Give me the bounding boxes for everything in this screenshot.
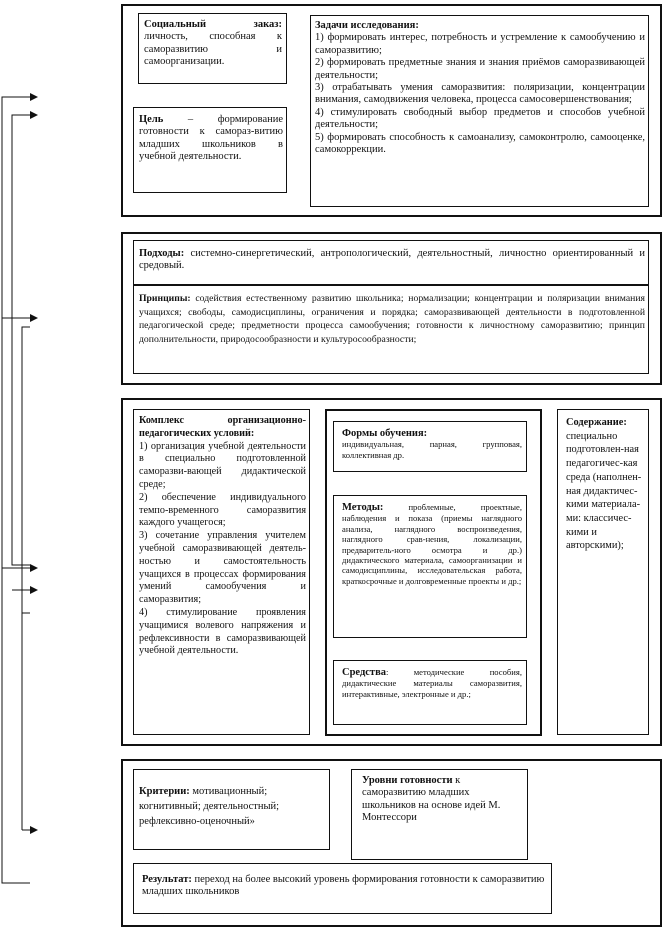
social-order-box [138,13,287,84]
forms-text: индивидуальная, парная, групповая, коллективная др. [342,439,522,460]
forms-title: Формы обучения: [342,428,428,439]
levels-box [351,769,528,860]
levels-text: к саморазвитию младших школьников на основе идей М. Монтессори [362,775,501,824]
task-item: 3) отрабатывать умения саморазвития: поляризации, концентрации внимания, самодвижения человека, процесса самосовершенствования; [315,82,645,106]
social-order-title: Социальный заказ: [144,19,282,30]
means-title: Средства [342,667,386,678]
condition-item: 3) сочетание управления учителем учебной саморазвивающей деятель-ностью и самостоятельность учащихся в процессах формирования умений самообучения и саморазвития; [139,530,306,606]
condition-item: 2) обеспечение индивидуального темпо-временного саморазвития каждого учащегося; [139,491,306,529]
goal-text: – формирование готовности к самораз-витию младших школьников в учебной деятельности. [139,114,283,163]
result-box [133,863,552,914]
conditions-box [133,409,310,735]
tasks-box [310,15,649,207]
task-item: 5) формировать способность к самоанализу, самоконтролю, самооценке, самокоррекции. [315,131,645,156]
content-text: специально подготовлен-ная педагогичес-кая среда (наполнен-ная дидактичес-кими материала-ми: классичес-кими и авторскими); [566,430,642,552]
approaches-text: системно-синергетический, антропологический, деятельностный, личностно ориентированный и средовый. [139,248,645,272]
result-title: Результат: [142,874,192,885]
approaches-title: Подходы: [139,248,185,259]
content-title: Содержание: [566,417,627,428]
conditions-title: Комплекс организационно-педагогических условий: [139,415,306,439]
social-order-text: личность, способная к саморазвитию и самоорганизации. [144,31,282,68]
means-box [333,660,527,725]
task-item: 2) формировать предметные знания и знания приёмов саморазвивающей деятельности; [315,57,645,81]
criteria-text: мотивационный; когнитивный; деятельностный; рефлексивно-оценочный» [139,786,280,827]
forms-box [333,421,527,472]
means-text: : методические пособия, дидактические материалы саморазвития, интерактивные, электронные и др.; [342,667,522,699]
result-text: переход на более высокий уровень формирования готовности к саморазвитию младших школьников [142,874,545,898]
levels-title: Уровни готовности [362,775,453,786]
methods-box [333,495,527,638]
criteria-title: Критерии: [139,786,190,797]
condition-item: 4) стимулирование проявления учащимися волевого напряжения и рефлексивности в саморазвивающей учебной деятельности. [139,606,306,657]
methods-title: Методы: [342,502,384,513]
tasks-title: Задачи исследования: [315,20,419,31]
feedback-line-inner [12,115,30,565]
goal-box [133,107,287,193]
task-item: 1) формировать интерес, потребность и устремление к самообучению и саморазвитию; [315,32,645,56]
feedback-line-third [22,327,30,830]
principles-title: Принципы: [139,293,191,304]
feedback-line-outer [2,97,30,883]
principles-text: содействия естественному развитию школьника; нормализации; концентрации и поляризации внимания учащихся; свободы, самодисциплины, ограничения и порядка; саморазвивающей деятельности в подготовленной педагогической среде; предметности процесса самообучения; готовности к личностному саморазвитию; принцип дополнительности, природосообразности и культуросообразности; [139,293,645,345]
approaches-box [133,240,649,285]
goal-title: Цель [139,114,164,125]
methods-text: проблемные, проектные, наблюдения и показа (приемы наглядного анализа, наглядного воспроизведения, наглядного срав-нения, локализации, предваритель-ного осмотра и др.) дидактического материала, самоорганизации и самодисциплины, исследовательская работа, краткосрочные и долговременные проекты и др.; [342,502,522,586]
content-box [557,409,649,735]
criteria-box [133,769,330,850]
principles-box [133,285,649,374]
condition-item: 1) организация учебной деятельности в специально подготовленной саморазви-вающей дидактической среде; [139,440,306,490]
task-item: 4) стимулировать свободный выбор предметов и способов учебной деятельности; [315,106,645,131]
